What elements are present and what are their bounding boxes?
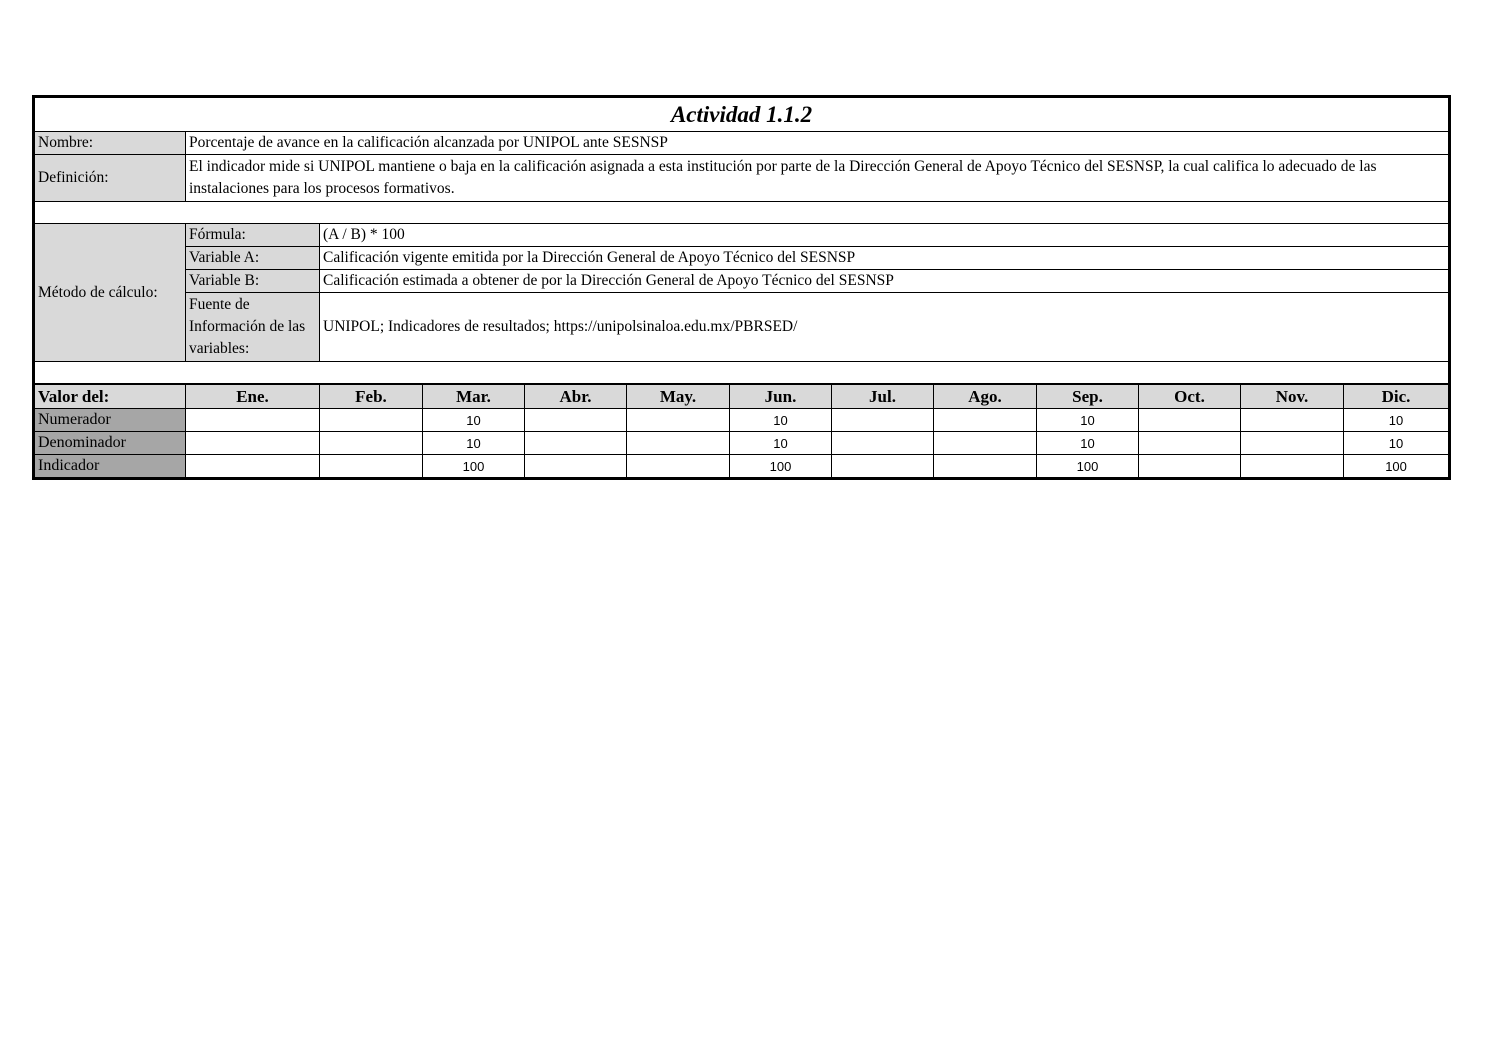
value-cell — [627, 455, 730, 479]
value-cell: 10 — [730, 432, 832, 455]
month-header: Ago. — [934, 384, 1037, 409]
value-cell — [525, 432, 627, 455]
value-cell — [1241, 455, 1344, 479]
month-header: Feb. — [320, 384, 423, 409]
spacer-row — [34, 202, 1450, 224]
value-cell — [1139, 455, 1241, 479]
value-cell — [1139, 409, 1241, 432]
value-cell — [1241, 409, 1344, 432]
row-label: Numerador — [34, 409, 186, 432]
value-cell — [320, 432, 423, 455]
formula-label: Fórmula: — [186, 224, 320, 247]
value-cell — [320, 455, 423, 479]
value-cell — [1241, 432, 1344, 455]
value-cell — [832, 455, 934, 479]
month-header: Jul. — [832, 384, 934, 409]
month-header: Ene. — [186, 384, 320, 409]
month-header: Oct. — [1139, 384, 1241, 409]
value-cell: 100 — [423, 455, 525, 479]
spacer-row — [34, 362, 1450, 385]
value-cell — [320, 409, 423, 432]
table-row — [34, 409, 1450, 432]
value-cell — [832, 432, 934, 455]
value-cell: 10 — [423, 432, 525, 455]
value-cell: 10 — [1037, 409, 1139, 432]
value-cell: 10 — [1344, 409, 1450, 432]
month-header: Mar. — [423, 384, 525, 409]
month-header: May. — [627, 384, 730, 409]
value-cell: 100 — [730, 455, 832, 479]
month-header: Jun. — [730, 384, 832, 409]
month-header: Nov. — [1241, 384, 1344, 409]
value-cell: 10 — [1037, 432, 1139, 455]
variable-b-value: Calificación estimada a obtener de por la Dirección General de Apoyo Técnico del SESNSP — [320, 270, 1450, 293]
fuente-value: UNIPOL; Indicadores de resultados; https://unipolsinaloa.edu.mx/PBRSED/ — [320, 293, 1450, 362]
value-cell — [1139, 432, 1241, 455]
value-cell: 10 — [423, 409, 525, 432]
indicator-sheet — [32, 95, 1451, 480]
value-cell: 10 — [1344, 432, 1450, 455]
month-header: Sep. — [1037, 384, 1139, 409]
value-cell — [627, 409, 730, 432]
value-cell — [525, 409, 627, 432]
value-cell — [832, 409, 934, 432]
variable-b-label: Variable B: — [186, 270, 320, 293]
months-header-row — [34, 384, 1450, 409]
sheet-title: Actividad 1.1.2 — [34, 97, 1450, 132]
table-row — [34, 432, 1450, 455]
value-cell — [525, 455, 627, 479]
fuente-label: Fuente de Información de las variables: — [186, 293, 320, 362]
value-cell — [934, 409, 1037, 432]
definicion-value: El indicador mide si UNIPOL mantiene o baja en la calificación asignada a esta institución por parte de la Dirección General de Apoyo Técnico del SESNSP, la cual califica lo adecuado de las instalaciones para los procesos formativos. — [186, 155, 1450, 202]
row-label: Indicador — [34, 455, 186, 479]
variable-a-value: Calificación vigente emitida por la Dirección General de Apoyo Técnico del SESNSP — [320, 247, 1450, 270]
month-header: Dic. — [1344, 384, 1450, 409]
metodo-label: Método de cálculo: — [34, 224, 186, 362]
value-cell — [934, 432, 1037, 455]
value-cell: 100 — [1344, 455, 1450, 479]
value-cell: 10 — [730, 409, 832, 432]
value-cell — [186, 409, 320, 432]
month-header: Abr. — [525, 384, 627, 409]
value-cell — [186, 455, 320, 479]
table-row — [34, 455, 1450, 479]
row-label: Denominador — [34, 432, 186, 455]
value-cell: 100 — [1037, 455, 1139, 479]
value-cell — [934, 455, 1037, 479]
formula-value: (A / B) * 100 — [320, 224, 1450, 247]
valor-del-label: Valor del: — [34, 384, 186, 409]
nombre-label: Nombre: — [34, 132, 186, 155]
value-cell — [186, 432, 320, 455]
variable-a-label: Variable A: — [186, 247, 320, 270]
nombre-value: Porcentaje de avance en la calificación alcanzada por UNIPOL ante SESNSP — [186, 132, 1450, 155]
definicion-label: Definición: — [34, 155, 186, 202]
value-cell — [627, 432, 730, 455]
